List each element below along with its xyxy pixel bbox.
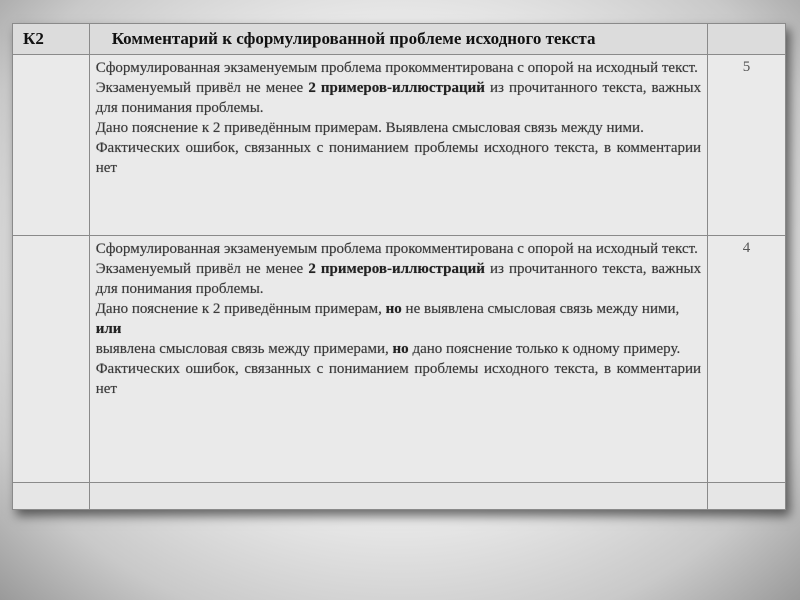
criteria-table [12,23,786,510]
paragraph [96,78,701,118]
criterion-description [89,236,707,483]
table-row [13,55,786,236]
or-text: или [95,321,122,338]
bold-text: 2 примеров-иллюстраций [308,80,485,97]
empty-cell [13,236,90,483]
empty-row [13,482,786,509]
text: не выявлена смысловая связь между ними, [405,301,680,318]
text: Дано пояснение к 2 приведённым примерам, [95,301,382,318]
text: из прочитанного текста, важных для понимания проблемы. [95,261,702,298]
paragraph: Дано пояснение к 2 приведённым примерам. Выявлена смысловая связь между ними. [95,120,644,137]
text: выявлена смысловая связь между примерами, [95,341,389,358]
text: Экзаменуемый привёл не менее [95,261,304,278]
bold-text: но [392,341,409,358]
criterion-title: Комментарий к сформулированной проблеме исходного текста [89,24,707,55]
score-header [708,24,786,55]
paragraph [96,259,701,299]
text: из прочитанного текста, важных для понимания проблемы. [95,80,702,117]
empty-cell [89,482,707,509]
table-header-row [13,24,786,55]
bold-text: но [385,301,402,318]
text: дано пояснение только к одному примеру. [412,341,681,358]
criterion-code: К2 [13,24,90,55]
score-value: 4 [708,236,786,483]
empty-cell [13,55,90,236]
paragraph [96,339,701,359]
paragraph: Сформулированная экзаменуемым проблема прокомментирована с опорой на исходный текст. [95,241,698,258]
text: Экзаменуемый привёл не менее [95,80,304,97]
criterion-description [89,55,707,236]
bold-text: 2 примеров-иллюстраций [308,261,485,278]
table-row [13,236,786,483]
paragraph: Фактических ошибок, связанных с пониманием проблемы исходного текста, в комментарии нет [95,140,702,177]
paragraph: Фактических ошибок, связанных с пониманием проблемы исходного текста, в комментарии нет [95,361,702,398]
empty-cell [13,482,90,509]
score-value: 5 [708,55,786,236]
paragraph [96,299,701,319]
empty-cell [708,482,786,509]
paragraph: Сформулированная экзаменуемым проблема прокомментирована с опорой на исходный текст. [95,60,698,77]
